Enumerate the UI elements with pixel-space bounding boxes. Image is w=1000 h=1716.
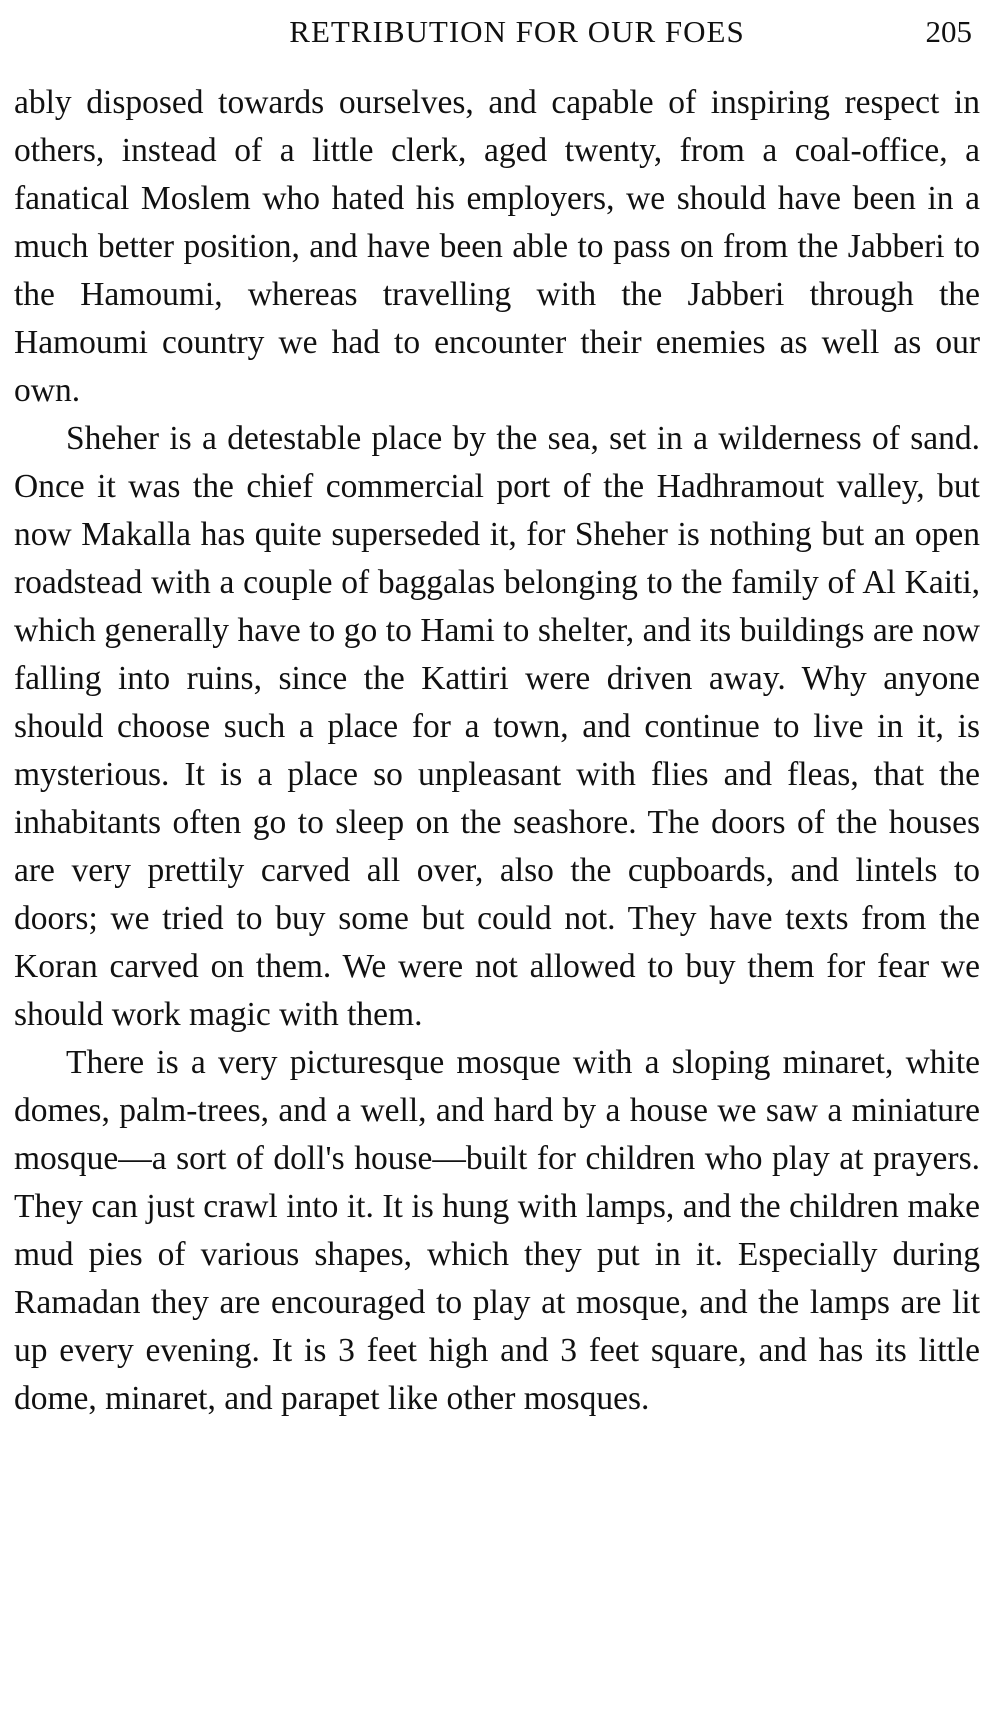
running-title: RETRIBUTION FOR OUR FOES: [289, 14, 745, 49]
body-text: [14, 79, 980, 1423]
page-number: 205: [925, 14, 972, 49]
paragraph-sheher: Sheher is a detestable place by the sea, set in a wilderness of sand. Once it was the chief commercial port of the Hadhramout valley, but now Makalla has quite superseded it, for Sheher is nothing but an open roadstead with a couple of baggalas belonging to the family of Al Kaiti, which generally have to go to Hami to shelter, and its buildings are now falling into ruins, since the Kattiri were driven away. Why anyone should choose such a place for a town, and continue to live in it, is mysterious. It is a place so unpleasant with flies and fleas, that the inhabitants often go to sleep on the seashore. The doors of the houses are very prettily carved all over, also the cupboards, and lintels to doors; we tried to buy some but could not. They have texts from the Koran carved on them. We were not allowed to buy them for fear we should work magic with them.: [14, 420, 980, 1033]
book-page: [14, 0, 980, 1716]
running-header: [14, 8, 980, 58]
paragraph-mosque: There is a very picturesque mosque with a sloping minaret, white domes, palm-trees, and a well, and hard by a house we saw a miniature mosque—a sort of doll's house—built for children who play at prayers. They can just crawl into it. It is hung with lamps, and the children make mud pies of various shapes, which they put in it. Especially during Ramadan they are encouraged to play at mosque, and the lamps are lit up every evening. It is 3 feet high and 3 feet square, and has its little dome, minaret, and parapet like other mosques.: [14, 1044, 980, 1417]
paragraph-continuation: ably disposed towards ourselves, and capable of inspiring respect in others, instead of a little clerk, aged twenty, from a coal-office, a fanatical Moslem who hated his employers, we should have been in a much better position, and have been able to pass on from the Jabberi to the Hamoumi, whereas travelling with the Jabberi through the Hamoumi country we had to encounter their enemies as well as our own.: [14, 84, 980, 409]
